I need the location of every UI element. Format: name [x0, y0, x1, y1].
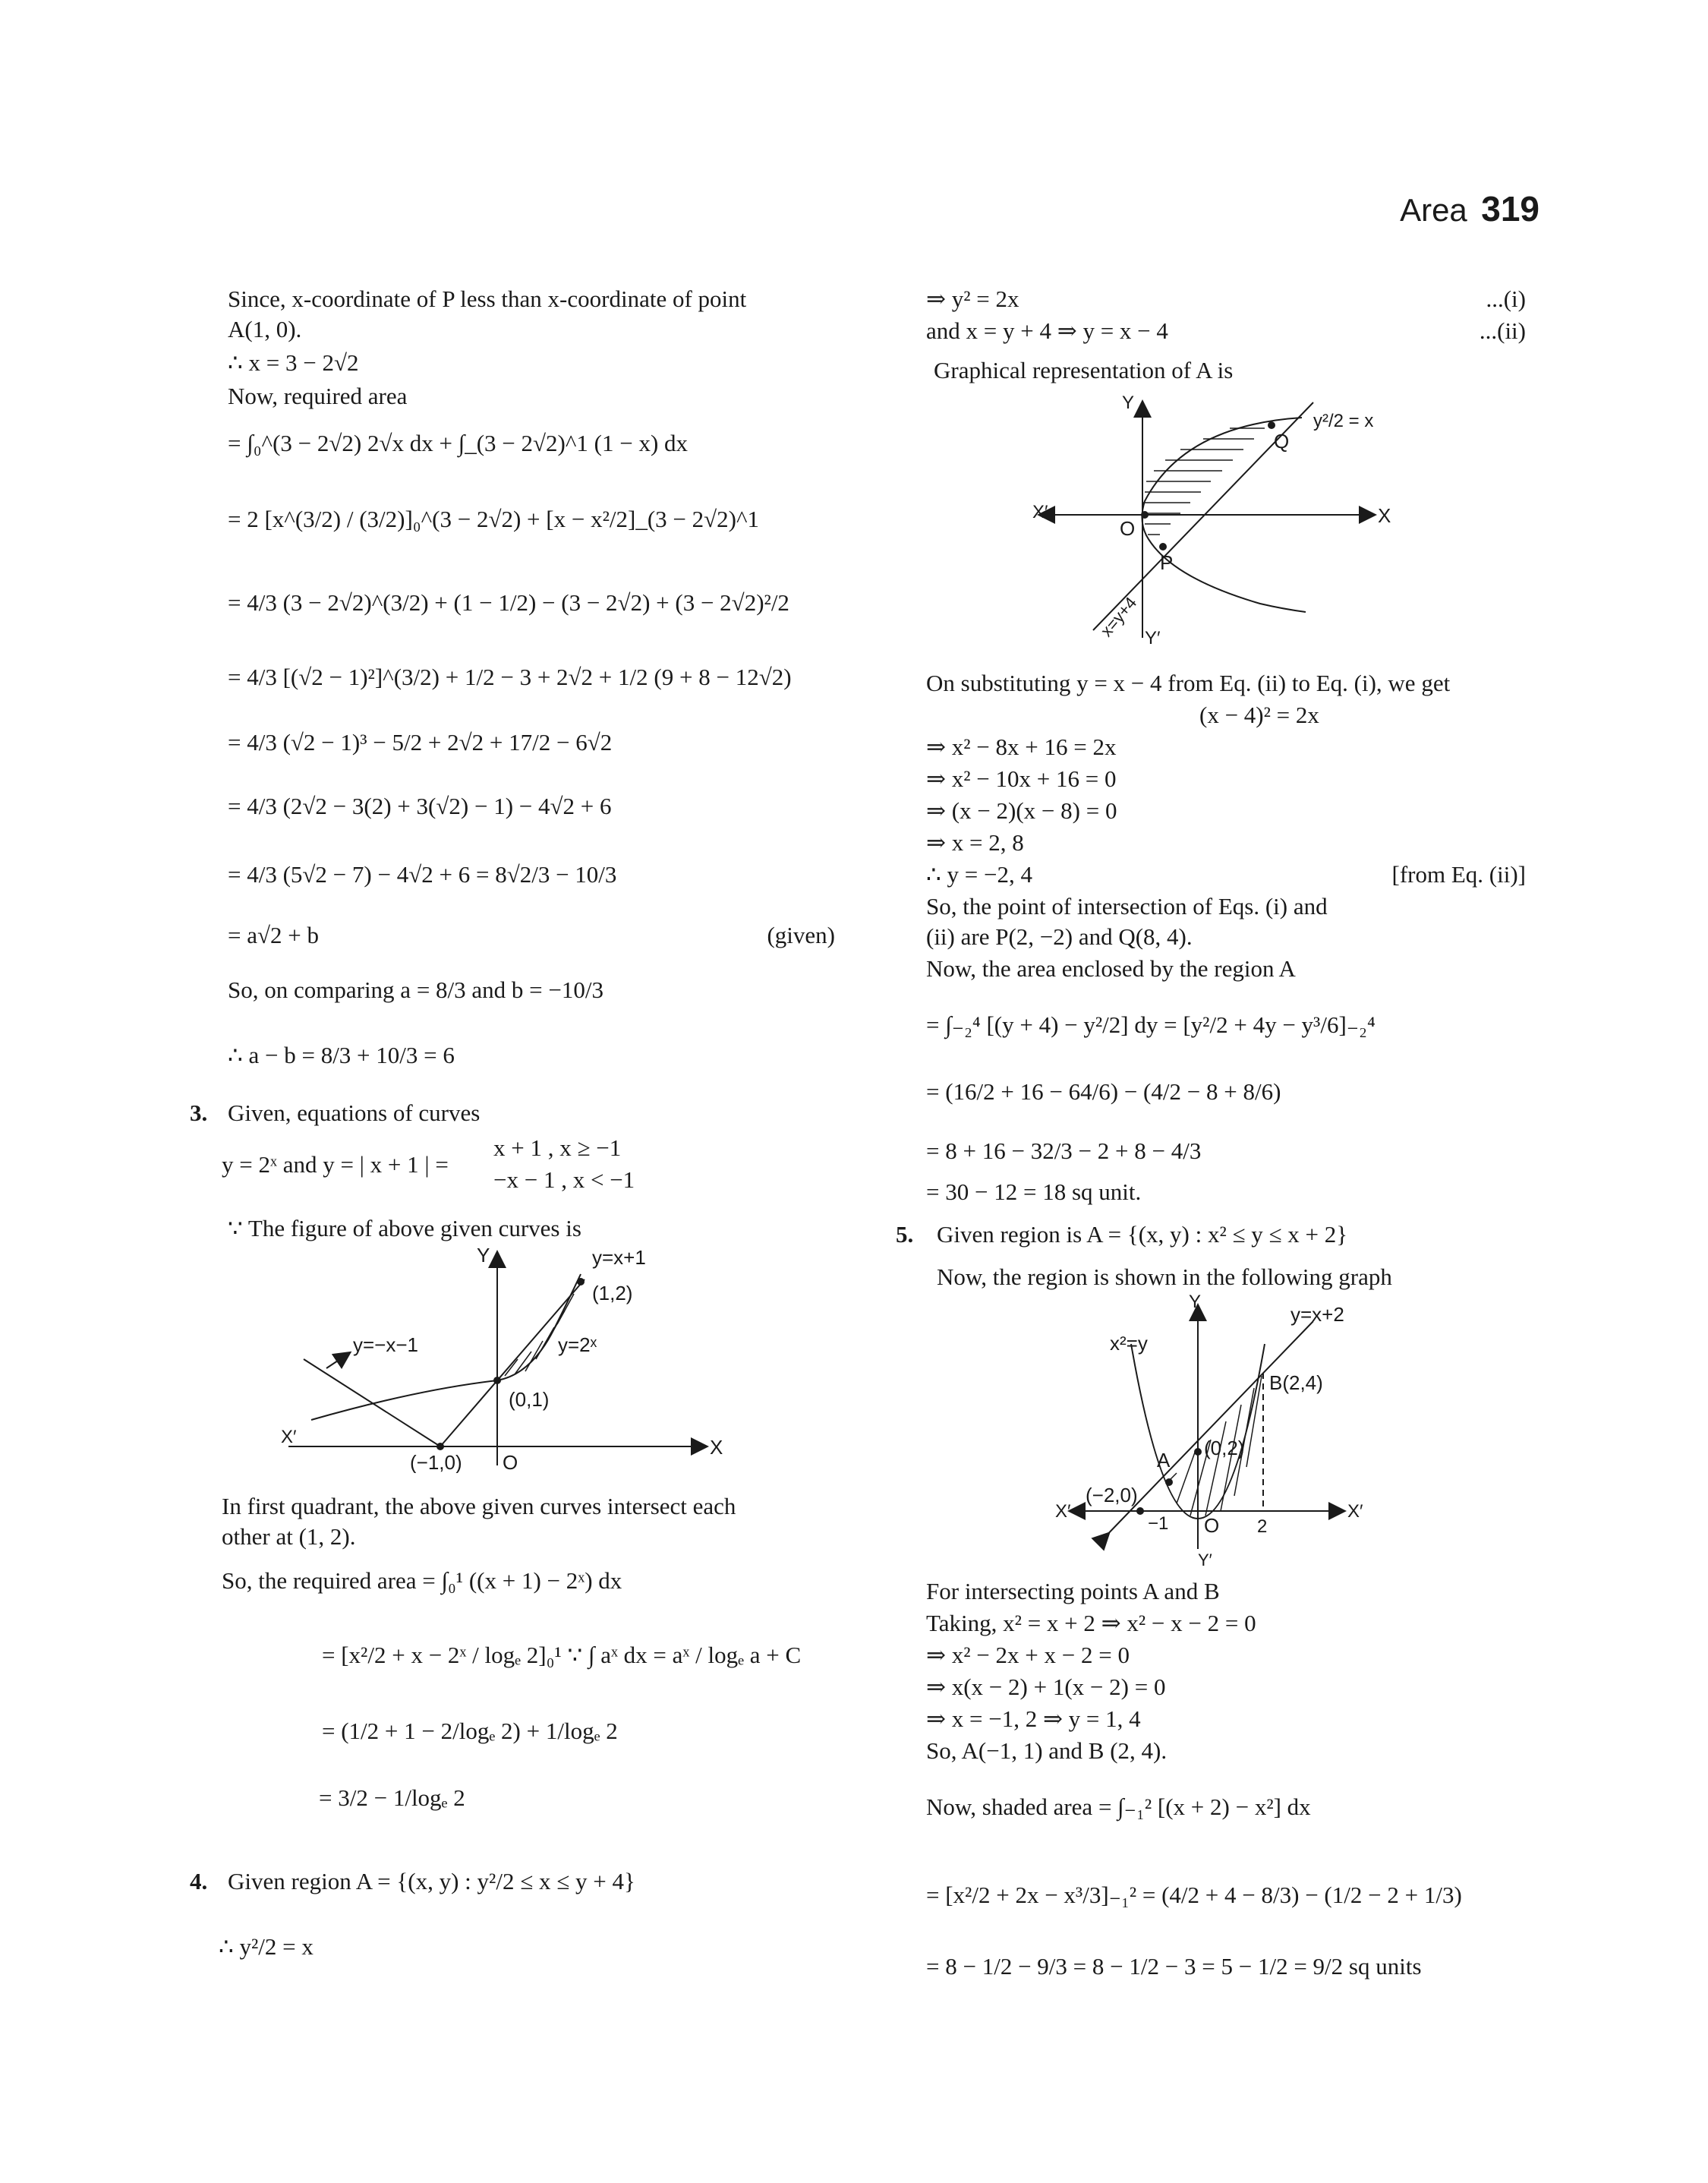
math-line: ⇒ y² = 2x	[926, 285, 1019, 312]
label-a: A	[1157, 1449, 1171, 1472]
math-line: = (1/2 + 1 − 2/logₑ 2) + 1/logₑ 2	[322, 1718, 618, 1744]
text-line: Now, the region is shown in the following graph	[937, 1263, 1392, 1290]
question-number: 3.	[190, 1099, 208, 1126]
math-line: ⇒ x² − 8x + 16 = 2x	[926, 733, 1117, 760]
label-x-neg: X′	[1032, 502, 1048, 522]
tick-2: 2	[1257, 1516, 1268, 1537]
math-line: x + 1 , x ≥ −1	[493, 1134, 622, 1161]
label-x: X	[710, 1436, 723, 1459]
point-p	[1159, 543, 1167, 550]
math-line: −x − 1 , x < −1	[493, 1166, 635, 1193]
point-a	[1165, 1478, 1173, 1486]
line-x-plus-1	[440, 1279, 585, 1446]
math-line: So, on comparing a = 8/3 and b = −10/3	[228, 976, 604, 1003]
label-neg2-0: (−2,0)	[1086, 1484, 1138, 1506]
text-line: A(1, 0).	[228, 316, 302, 342]
label-parabola: y²/2 = x	[1313, 411, 1374, 431]
math-line: ∴ y = −2, 4	[926, 861, 1032, 888]
label-y: Y	[1122, 393, 1135, 413]
point-1-2	[577, 1278, 585, 1286]
math-line: ⇒ x = −1, 2 ⇒ y = 1, 4	[926, 1705, 1141, 1732]
label-b: B(2,4)	[1269, 1371, 1323, 1394]
text-line: ∴ x = 3 − 2√2	[228, 349, 359, 376]
tick-neg1: −1	[1148, 1513, 1169, 1534]
label-y: Y	[477, 1244, 490, 1267]
math-line: = (16/2 + 16 − 64/6) − (4/2 − 8 + 8/6)	[926, 1078, 1281, 1105]
figure-q3	[281, 1238, 736, 1473]
label-0-2: (0,2)	[1204, 1437, 1245, 1459]
section-title: Area	[1400, 192, 1467, 228]
math-line: ⇒ x² − 10x + 16 = 0	[926, 765, 1117, 792]
math-line: = ∫₋₂⁴ [(y + 4) − y²/2] dy = [y²/2 + 4y − y³/6]₋₂⁴	[926, 1011, 1376, 1038]
math-line: y = 2ˣ and y = | x + 1 | =	[222, 1151, 449, 1178]
point-neg2-0	[1136, 1507, 1144, 1515]
eq-tag: ...(i)	[1486, 285, 1526, 312]
label-pt-1-2: (1,2)	[592, 1282, 633, 1304]
text-line: For intersecting points A and B	[926, 1578, 1220, 1604]
math-line: = [x²/2 + 2x − x³/3]₋₁² = (4/2 + 4 − 8/3) − (1/2 − 2 + 1/3)	[926, 1882, 1462, 1908]
text-line: So, A(−1, 1) and B (2, 4).	[926, 1737, 1168, 1764]
text-line: Since, x-coordinate of P less than x-coordinate of point	[228, 285, 747, 312]
math-line: = 2 [x^(3/2) / (3/2)]₀^(3 − 2√2) + [x − x²/2]_(3 − 2√2)^1	[228, 506, 760, 532]
math-line: = 4/3 [(√2 − 1)²]^(3/2) + 1/2 − 3 + 2√2 + 1/2 (9 + 8 − 12√2)	[228, 664, 792, 690]
point-q	[1268, 421, 1275, 429]
math-line: = a√2 + b	[228, 922, 319, 948]
hatch-region	[1143, 428, 1265, 535]
math-line: ∴ a − b = 8/3 + 10/3 = 6	[228, 1042, 455, 1068]
point-0-2	[1194, 1448, 1202, 1456]
text-line: Given, equations of curves	[228, 1099, 481, 1126]
label-x: X	[1378, 504, 1391, 527]
math-line: = 30 − 12 = 18 sq unit.	[926, 1178, 1142, 1205]
math-line: = 4/3 (5√2 − 7) − 4√2 + 6 = 8√2/3 − 10/3	[228, 861, 617, 888]
eq-tag: ...(ii)	[1479, 317, 1526, 344]
math-line: ⇒ x = 2, 8	[926, 829, 1024, 856]
line-neg-x-minus-1	[304, 1359, 440, 1446]
point-neg1-0	[436, 1443, 444, 1450]
text-line: other at (1, 2).	[222, 1523, 356, 1550]
math-line: So, the required area = ∫₀¹ ((x + 1) − 2ˣ) dx	[222, 1567, 622, 1594]
label-y: Y	[1189, 1292, 1202, 1312]
text-line: In first quadrant, the above given curves intersect each	[222, 1493, 736, 1519]
given-tag: (given)	[767, 922, 835, 948]
label-curve: y=2ˣ	[558, 1333, 597, 1356]
text-line: Now, required area	[228, 383, 408, 409]
figure-q4	[1032, 387, 1427, 653]
line-arrow	[1101, 1534, 1108, 1541]
math-line: ⇒ x² − 2x + x − 2 = 0	[926, 1642, 1130, 1668]
label-q: Q	[1274, 430, 1290, 453]
math-line: = 4/3 (2√2 − 3(2) + 3(√2) − 1) − 4√2 + 6	[228, 793, 612, 819]
text-line: Graphical representation of A is	[934, 357, 1234, 383]
label-pt-neg1-0: (−1,0)	[410, 1451, 462, 1473]
point-0-1	[493, 1377, 501, 1384]
label-line-neg: y=−x−1	[353, 1333, 419, 1356]
math-line: = [x²/2 + x − 2ˣ / logₑ 2]₀¹ ∵ ∫ aˣ dx = aˣ / logₑ a + C	[322, 1642, 802, 1668]
math-line: ⇒ x(x − 2) + 1(x − 2) = 0	[926, 1674, 1166, 1700]
text-line: Given region is A = {(x, y) : x² ≤ y ≤ x + 2}	[937, 1221, 1348, 1248]
label-x-neg: X′	[1055, 1501, 1071, 1522]
label-arrow	[326, 1353, 349, 1368]
text-line: Now, the area enclosed by the region A	[926, 955, 1296, 982]
math-line: = 8 + 16 − 32/3 − 2 + 8 − 4/3	[926, 1137, 1202, 1164]
math-line: Now, shaded area = ∫₋₁² [(x + 2) − x²] dx	[926, 1793, 1311, 1820]
page-number: 319	[1481, 189, 1539, 229]
math-line: = 3/2 − 1/logₑ 2	[319, 1784, 465, 1811]
label-y-neg: Y′	[1198, 1550, 1212, 1569]
label-line: x=y+4	[1096, 593, 1141, 641]
text-line: Given region A = {(x, y) : y²/2 ≤ x ≤ y + 4}	[228, 1868, 635, 1894]
page-header	[1400, 188, 1539, 229]
label-origin: O	[1204, 1514, 1220, 1537]
math-line: Taking, x² = x + 2 ⇒ x² − x − 2 = 0	[926, 1610, 1256, 1636]
eq-tag: [from Eq. (ii)]	[1391, 861, 1526, 888]
label-pt-0-1: (0,1)	[509, 1388, 550, 1411]
math-line: = 8 − 1/2 − 9/3 = 8 − 1/2 − 3 = 5 − 1/2 = 9/2 sq units	[926, 1953, 1422, 1980]
question-number: 5.	[896, 1221, 914, 1248]
label-y-neg: Y′	[1145, 628, 1161, 648]
label-p: P	[1160, 551, 1174, 574]
text-line: So, the point of intersection of Eqs. (i) and	[926, 893, 1328, 920]
question-number: 4.	[190, 1868, 208, 1894]
label-line-pos: y=x+1	[592, 1246, 646, 1269]
text-line: On substituting y = x − 4 from Eq. (ii) to Eq. (i), we get	[926, 670, 1451, 696]
text-line: ∵ The figure of above given curves is	[228, 1215, 581, 1241]
label-origin: O	[1120, 517, 1136, 540]
math-line: ∴ y²/2 = x	[219, 1933, 314, 1960]
math-line: ⇒ (x − 2)(x − 8) = 0	[926, 797, 1117, 824]
label-origin: O	[503, 1451, 518, 1473]
label-parabola: x²=y	[1110, 1332, 1148, 1355]
label-line: y=x+2	[1290, 1303, 1344, 1326]
math-line: = 4/3 (3 − 2√2)^(3/2) + (1 − 1/2) − (3 − 2√2) + (3 − 2√2)²/2	[228, 589, 789, 616]
math-line: (x − 4)² = 2x	[1199, 702, 1319, 728]
label-x: X′	[1347, 1501, 1363, 1522]
label-x-neg: X′	[281, 1427, 297, 1447]
figure-q5	[1055, 1291, 1397, 1572]
text-line: (ii) are P(2, −2) and Q(8, 4).	[926, 923, 1193, 950]
origin-point	[1141, 511, 1149, 519]
math-line: = 4/3 (√2 − 1)³ − 5/2 + 2√2 + 17/2 − 6√2	[228, 729, 613, 756]
math-line: and x = y + 4 ⇒ y = x − 4	[926, 317, 1168, 344]
math-line: = ∫₀^(3 − 2√2) 2√x dx + ∫_(3 − 2√2)^1 (1 − x) dx	[228, 430, 689, 456]
